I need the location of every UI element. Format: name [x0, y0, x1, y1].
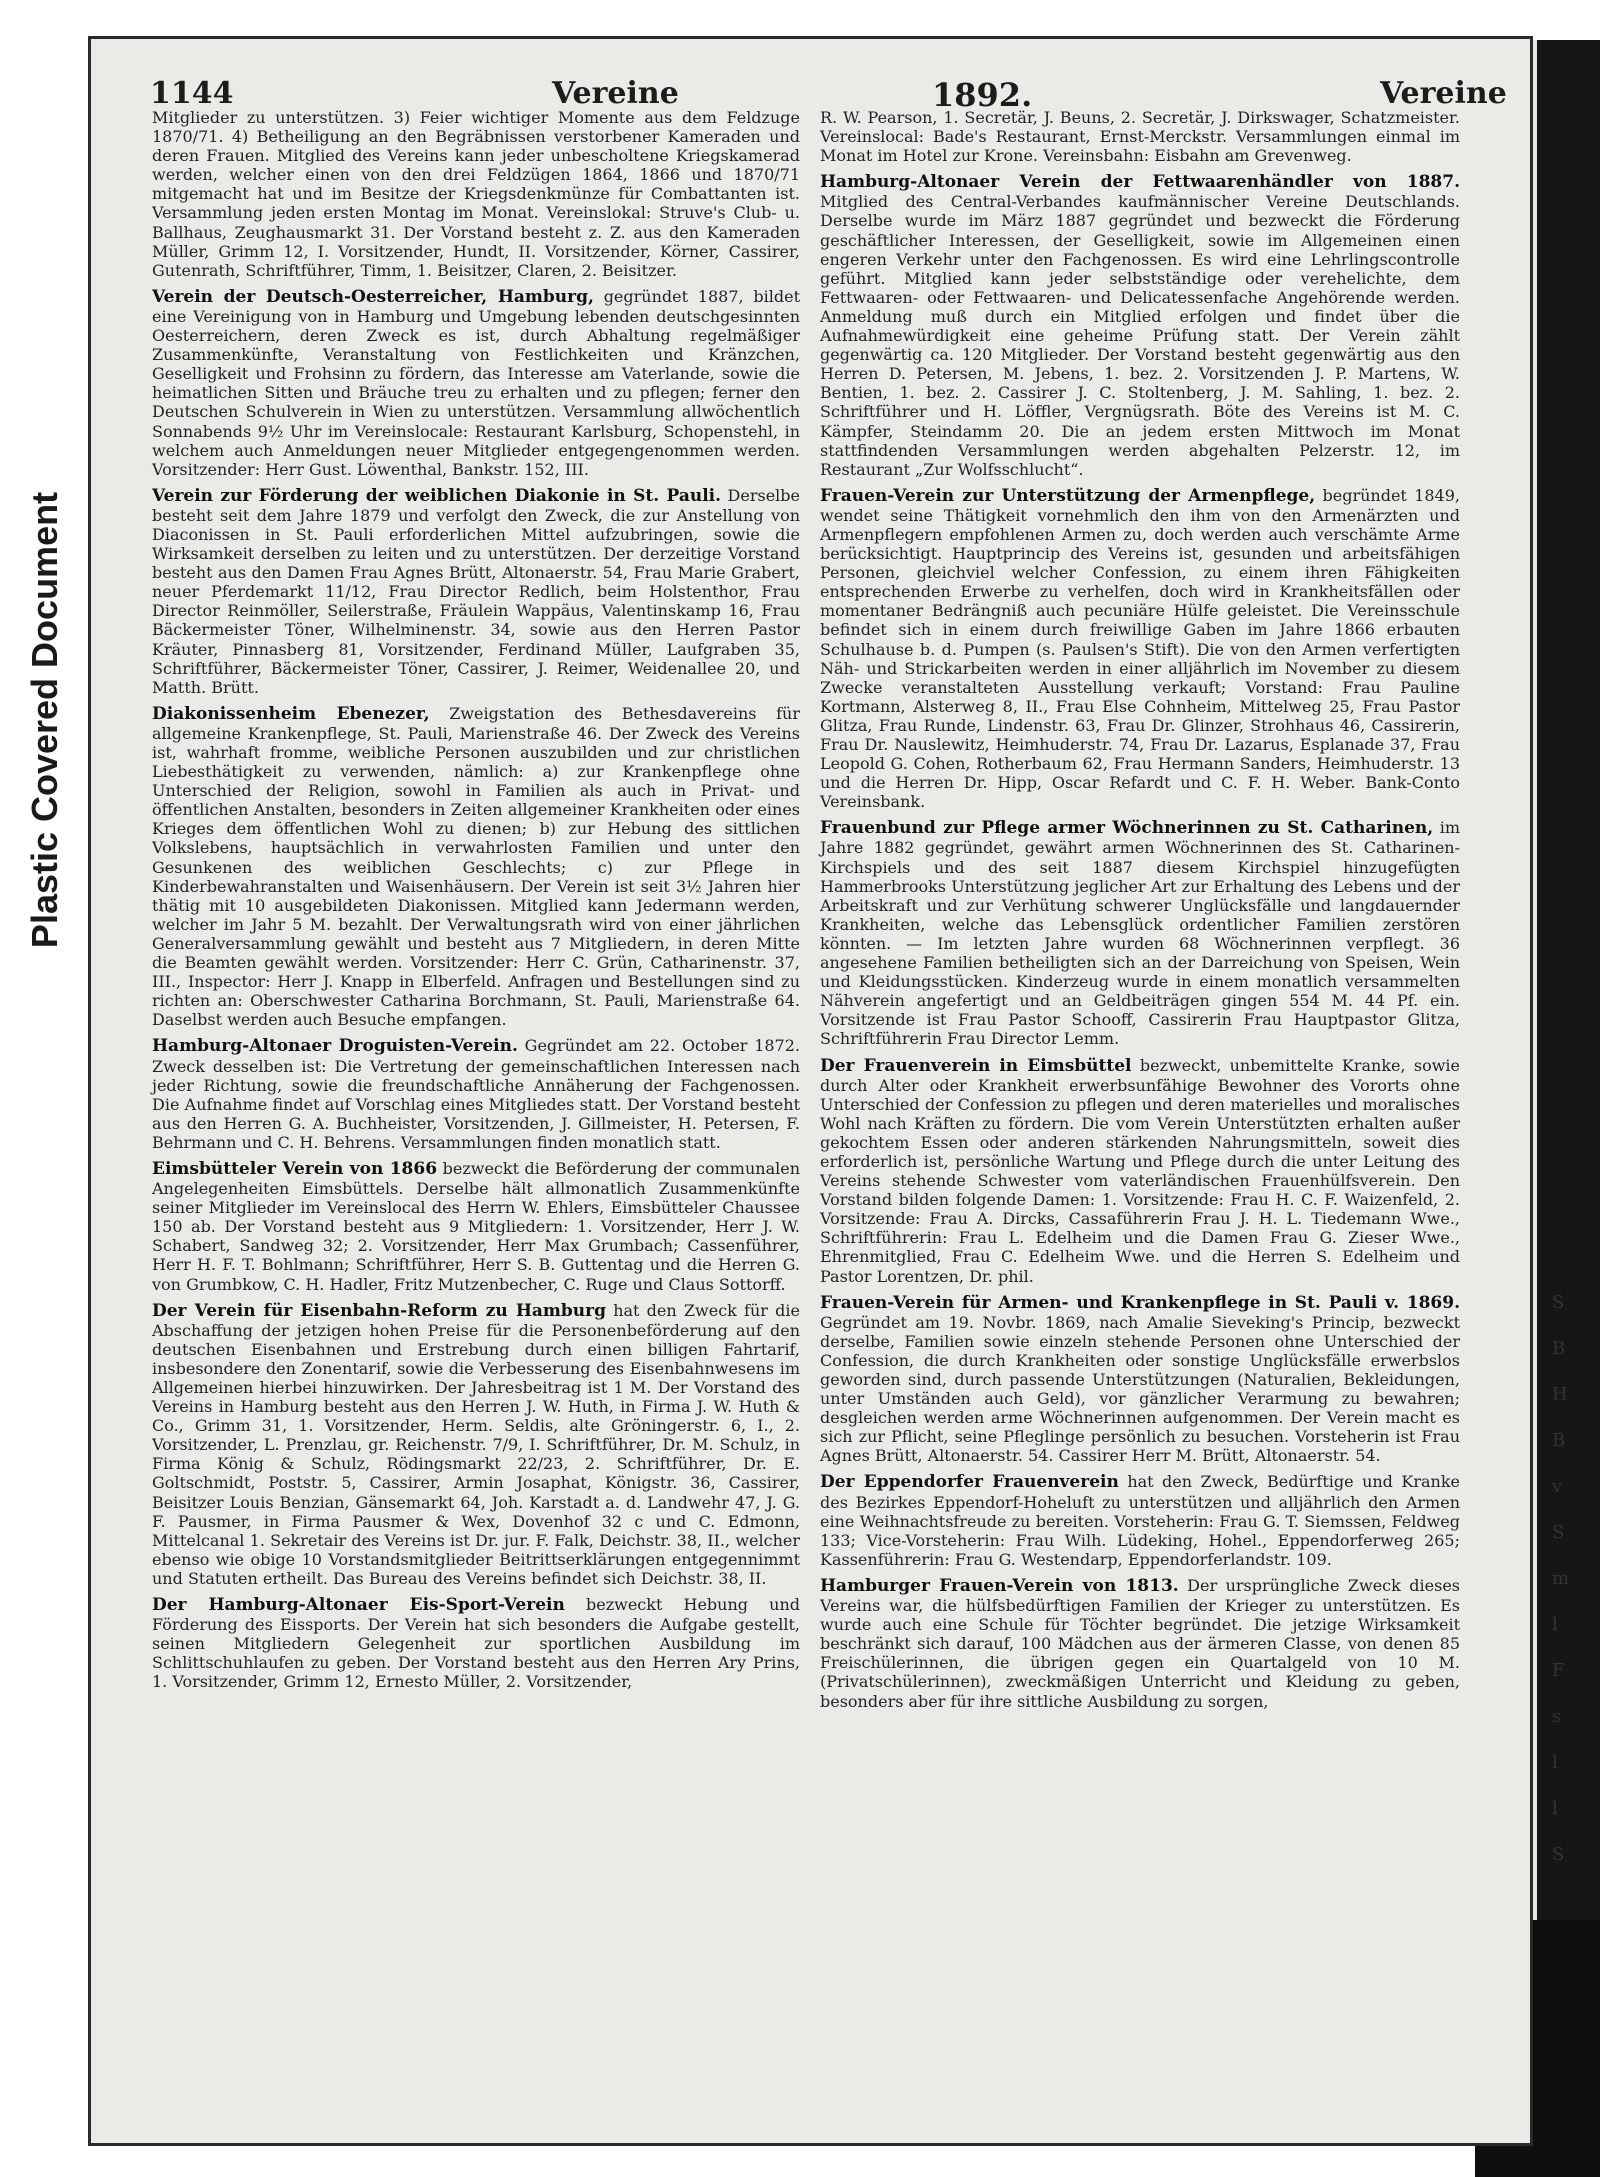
entry-title: Frauen-Verein zur Unterstützung der Armenpflege, — [820, 485, 1316, 506]
entry — [820, 818, 1460, 1048]
entry — [152, 1595, 800, 1691]
left-header-title: Vereine — [552, 76, 679, 111]
header-year: 1892. — [932, 76, 1033, 114]
entry-title: Der Hamburg-Altonaer Eis-Sport-Verein — [152, 1595, 565, 1616]
margin-letter: l — [1552, 1614, 1558, 1635]
entry — [820, 1576, 1460, 1711]
right-column — [820, 108, 1460, 1718]
entry-text: bezweckt Hebung und Förderung des Eissports. Der Verein hat sich besonders die Aufgabe gestellt, seinen Mitgliedern Gelegenheit zur sportlichen Ausbildung im Schlittschuhlaufen zu geben. Der Vorstand besteht aus den Herren Ary Prins, 1. Vorsitzender, Grimm 12, Ernesto Müller, 2. Vorsitzender, — [152, 1595, 800, 1692]
entry-title: Frauenbund zur Pflege armer Wöchnerinnen zu St. Catharinen, — [820, 818, 1434, 839]
margin-letter: B — [1552, 1338, 1566, 1359]
entry-title: Frauen-Verein für Armen- und Krankenpflege in St. Pauli v. 1869. — [820, 1292, 1460, 1313]
entry-text: Zweigstation des Bethesdavereins für allgemeine Krankenpflege, St. Pauli, Marienstraße 46. Der Zweck des Vereins ist, wahrhaft fromme, weibliche Personen auszubilden und zur christlichen Liebesthätigkeit zu verwenden, nämlich: a) zur Krankenpflege ohne Unterschied der Religion, sowohl in Familien als auch in Privat- und öffentlichen Anstalten, besonders in Zeiten allgemeiner Krankheiten oder eines Krieges dem öffentlichen Wohl zu dienen; b) zur Hebung des sittlichen Volkslebens, hauptsächlich in verwahrlosten Familien und unter den Gesunkenen des weiblichen Geschlechts; c) zur Pflege in Kinderbewahranstalten und Waisenhäusern. Der Verein ist seit 3½ Jahren hier thätig mit 10 ausgebildeten Diakonissen. Mitglied kann Jedermann werden, welcher im Jahr 5 M. bezahlt. Der Verwaltungsrath wird von einer jährlichen Generalversammlung gewählt und besteht aus 7 Mitgliedern, in deren Mitte die Beamten gewählt werden. Vorsitzender: Herr C. Grün, Catharinenstr. 37, III., Inspector: Herr J. Knapp in Elberfeld. Anfragen und Bestellungen sind zu richten an: Oberschwester Catharina Borchmann, St. Pauli, Marienstraße 64. Daselbst werden auch Besuche empfangen. — [152, 703, 801, 1030]
entry — [820, 172, 1460, 479]
entry-text: bezweckt, unbemittelte Kranke, sowie durch Alter oder Krankheit erwerbsunfähige Bewohner des Vororts ohne Unterschied der Confession zu pflegen und deren materielles und moralisches Wohl nach Kräften zu fördern. Die vom Verein Unterstützten erhalten außer gekochtem Essen oder anderen stärkenden Nahrungsmitteln, soweit dies erforderlich ist, persönliche Wartung und Pflege durch die unter Leitung des Vereins stehende Schwester vom vaterländischen Frauenhülfsverein. Den Vorstand bilden folgende Damen: 1. Vorsitzende: Frau H. C. F. Waizenfeld, 2. Vorsitzende: Frau A. Dircks, Cassaführerin Frau J. H. L. Tiedemann Wwe., Schriftführerin: Frau L. Edelheim und die Damen Frau G. Zieser Wwe., Ehrenmitglied, Frau C. Edelheim Wwe. und die Herren S. Edelheim und Pastor Lorentzen, Dr. phil. — [820, 1055, 1460, 1286]
entry-title: Hamburger Frauen-Verein von 1813. — [820, 1575, 1179, 1596]
margin-letter: S — [1552, 1522, 1565, 1543]
entry — [152, 287, 800, 479]
entry-title: Diakonissenheim Ebenezer, — [152, 703, 430, 724]
entry-title: Verein der Deutsch-Oesterreicher, Hamburg, — [152, 286, 594, 307]
entry-title: Verein zur Förderung der weiblichen Diakonie in St. Pauli. — [152, 485, 722, 506]
entry-text: Mitglied des Central-Verbandes kaufmännischer Vereine Deutschlands. Derselbe wurde im März 1887 gegründet und bezweckt die Förderung geschäftlicher Interessen, der Geselligkeit, sowie im Allgemeinen einen engeren Verkehr unter den Fachgenossen. Es wird eine Lehrlingscontrolle geführt. Mitglied kann jeder selbstständige oder verehelichte, dem Fettwaaren- oder Fettwaaren- und Delicatessenfache Angehörende werden. Anmeldung muß durch ein Mitglied erfolgen und findet über die Aufnahmewürdigkeit eine geheime Prüfung statt. Der Verein zählt gegenwärtig ca. 120 Mitglieder. Der Vorstand besteht gegenwärtig aus den Herren D. Petersen, M. Jebens, 1. bez. 2. Vorsitzenden J. P. Martens, W. Bentien, 1. bez. 2. Cassirer J. C. Stoltenberg, J. M. Sahling, 1. bez. 2. Schriftführer und H. Löffler, Vergnügsrath. Böte des Vereins ist M. C. Kämpfer, Steindamm 20. Die an jedem ersten Mittwoch im Monat stattfindenden Versammlungen werden abgehalten Pelzerstr. 12, im Restaurant „Zur Wolfsschlucht“. — [820, 192, 1460, 479]
entry-text: hat den Zweck, Bedürftige und Kranke des Bezirkes Eppendorf-Hoheluft zu unterstützen und alljährlich den Armen eine Weihnachtsfreude zu bereiten. Vorsteherin: Frau G. T. Siemssen, Feldweg 133; Vice-Vorsteherin: Frau Wilh. Lüdeking, Hohel., Eppendorferweg 265; Kassenführerin: Frau G. Westendarp, Eppendorferlandstr. 109. — [820, 1472, 1460, 1569]
entry — [152, 1301, 800, 1588]
entry — [152, 486, 800, 697]
entry — [820, 1056, 1460, 1286]
margin-letter: S — [1552, 1292, 1565, 1313]
next-page-margin — [1552, 1280, 1582, 1878]
entry-text: Der ursprüngliche Zweck dieses Vereins war, die hülfsbedürftigen Familien der Krieger zu unterstützen. Es wurde auch eine Schule für Töchter begründet. Die jetzige Wirksamkeit beschränkt sich darauf, 100 Mädchen aus der ärmeren Classe, von denen 85 Freischülerinnen, die übrigen gegen ein Quartalgeld von 10 M. (Privatschülerinnen), zweckmäßigen Unterricht und Kleidung zu geben, besonders aber für ihre sittliche Ausbildung zu sorgen, — [820, 1575, 1460, 1711]
cover-label-strip — [0, 0, 90, 2177]
entry — [152, 1159, 800, 1294]
entry-title: Der Eppendorfer Frauenverein — [820, 1472, 1119, 1493]
entry-title: Der Verein für Eisenbahn-Reform zu Hamburg — [152, 1300, 606, 1321]
entry-text: Derselbe besteht seit dem Jahre 1879 und verfolgt den Zweck, die zur Anstellung von Diaconissen in St. Pauli erforderlichen Mittel aufzubringen, sowie die Wirksamkeit derselben zu leiten und zu unterstützen. Der derzeitige Vorstand besteht aus den Damen Frau Agnes Brütt, Altonaerstr. 54, Frau Marie Grabert, neuer Pferdemarkt 11/12, Frau Director Redlich, beim Holstenthor, Frau Director Reinmöller, Seilerstraße, Fräulein Wappäus, Valentinskamp 16, Frau Bäckermeister Töner, Wilhelminenstr. 34, sowie aus den Herren Pastor Kräuter, Pinnasberg 81, Vorsitzender, Ferdinand Müller, Laufgraben 35, Schriftführer, Bäckermeister Töner, Cassirer, J. Reimer, Weidenallee 20, und Matth. Brütt. — [152, 485, 800, 697]
entry-text: Gegründet am 19. Novbr. 1869, nach Amalie Sieveking's Princip, bezweckt derselbe, Familien sowie einzeln stehende Personen ohne Unterschied der Confession, die durch Krankheiten oder sonstige Unglücksfälle erwerbslos geworden sind, durch passende Unterstützungen (Naturalien, Bekleidungen, unter Umständen auch Geld), vor gänzlicher Verarmung zu bewahren; desgleichen werden arme Wöchnerinnen aufgenommen. Der Verein macht es sich zur Pflicht, seine Pfleglinge persönlich zu besuchen. Vorsteherin ist Frau Agnes Brütt, Altonaerstr. 54. Cassirer Herr M. Brütt, Altonaerstr. 54. — [820, 1312, 1460, 1466]
entry-text: im Jahre 1882 gegründet, gewährt armen Wöchnerinnen des St. Catharinen-Kirchspiels und des seit 1887 diesem Kirchspiel hinzugefügten Hammerbrooks Unterstützung jeglicher Art zur Erhaltung des Lebens und der Arbeitskraft und zur Verhütung schwerer Unglücksfälle und langdauernder Krankheiten, welche das Lebensglück ordentlicher Familien zerstören könnten. — Im letzten Jahre wurden 68 Wöchnerinnen verpflegt. 36 angesehene Familien betheiligten sich an der Darreichung von Speisen, Wein und Kleidungsstücken. Kinderzeug wurde in einem monatlich versammelten Nähverein angefertigt und an Geldbeiträgen gingen 554 M. 44 Pf. ein. Vorsitzende ist Frau Pastor Schooff, Cassirerin Frau Hauptpastor Glitza, Schriftführerin Frau Director Lemm. — [820, 818, 1460, 1049]
cover-label: Plastic Covered Document — [24, 491, 65, 949]
entry-title: Der Frauenverein in Eimsbüttel — [820, 1055, 1132, 1076]
margin-letter: H — [1552, 1384, 1568, 1405]
margin-letter: l — [1552, 1752, 1558, 1773]
margin-letter: F — [1552, 1660, 1565, 1681]
entry-text: Gegründet am 22. October 1872. Zweck desselben ist: Die Vertretung der gemeinschaftlichen Interessen nach jeder Richtung, sowie die freundschaftliche Annäherung der Fachgenossen. Die Aufnahme findet auf Vorschlag eines Mitgliedes statt. Der Vorstand besteht aus den Herren G. A. Buchheister, Vorsitzenden, J. Gillmeister, H. Petersen, F. Behrmann und C. H. Behrens. Versammlungen finden monatlich statt. — [152, 1036, 800, 1152]
right-header-title: Vereine — [1380, 76, 1507, 111]
margin-letter: v — [1552, 1476, 1563, 1497]
entry-text: gegründet 1887, bildet eine Vereinigung von in Hamburg und Umgebung lebenden deutschgesinnten Oesterreichern, deren Zweck es ist, durch Abhaltung regelmäßiger Zusammenkünfte, Veranstaltung von Festlichkeiten und Kränzchen, Geselligkeit und Frohsinn zu fördern, das Interesse am Vaterlande, sowie die heimatlichen Sitten und Bräuche treu zu erhalten und zu pflegen; ferner den Deutschen Schulverein in Wien zu unterstützen. Versammlung allwöchentlich Sonnabends 9½ Uhr im Vereinslocale: Restaurant Karlsburg, Schopenstehl, in welchem auch Anmeldungen neuer Mitglieder entgegengenommen werden. Vorsitzender: Herr Gust. Löwenthal, Bankstr. 152, III. — [152, 286, 800, 479]
margin-letter: S — [1552, 1844, 1565, 1865]
left-column — [152, 108, 800, 1699]
entry — [152, 108, 800, 280]
margin-letter: l — [1552, 1798, 1558, 1819]
entry-text: bezweckt die Beförderung der communalen Angelegenheiten Eimsbüttels. Derselbe hält allmonatlich Zusammenkünfte seiner Mitglieder im Vereinslocal des Herrn W. Ehlers, Eimsbütteler Chaussee 150 ab. Der Vorstand besteht aus 9 Mitgliedern: 1. Vorsitzender, Herr J. W. Schabert, Sandweg 32; 2. Vorsitzender, Herr Max Grumbach; Cassenführer, Herr H. F. T. Bohlmann; Schriftführer, Herr S. B. Guttentag und die Herren G. von Grumbkow, C. H. Hadler, Fritz Mutzenbecher, C. Ruge und Claus Sottorff. — [152, 1158, 800, 1294]
entry — [820, 486, 1460, 812]
entry — [820, 108, 1460, 165]
entry-text: hat den Zweck für die Abschaffung der jetzigen hohen Preise für die Personenbeförderung auf den deutschen Eisenbahnen und Erstrebung durch einen billigen Fahrtarif, insbesondere den Zonentarif, sowie die Verbesserung des Eisenbahnwesens im Allgemeinen hierbei hinzuwirken. Der Jahresbeitrag ist 1 M. Der Vorstand des Vereins in Hamburg besteht aus den Herren J. W. Huth, in Firma J. W. Huth & Co., Grimm 31, 1. Vorsitzender, Herm. Seldis, alte Gröningerstr. 6, I., 2. Vorsitzender, L. Prenzlau, gr. Reichenstr. 7/9, I. Schriftführer, Dr. M. Schulz, in Firma König & Schulz, Rödingsmarkt 22/23, 2. Schriftführer, Dr. E. Goltschmidt, Poststr. 5, Cassirer, Armin Josaphat, Königstr. 36, Cassirer, Beisitzer Louis Benzian, Gänsemarkt 64, Joh. Karstadt a. d. Landwehr 47, J. G. F. Pausmer, in Firma Pausmer & Wex, Dovenhof 32 c und C. Edmonn, Mittelcanal 1. Sekretair des Vereins ist Dr. jur. F. Falk, Deichstr. 38, II., welcher ebenso wie obige 10 Vorstandsmitglieder Beitrittserklärungen entgegennimmt und Statuten ertheilt. Das Bureau des Vereins befindet sich Deichstr. 38, II. — [152, 1300, 800, 1588]
entry — [820, 1293, 1460, 1466]
margin-letter: m — [1552, 1568, 1570, 1589]
page-number: 1144 — [150, 76, 234, 111]
entry-text: Mitglieder zu unterstützen. 3) Feier wichtiger Momente aus dem Feldzuge 1870/71. 4) Betheiligung an den Begräbnissen verstorbener Kameraden und deren Frauen. Mitglied des Vereins kann jeder unbescholtene Kriegskamerad werden, welcher einen von den drei Feldzügen 1864, 1866 und 1870/71 mitgemacht hat und im Besitze der Kriegsdenkmünze für Combattanten ist. Versammlung jeden ersten Montag im Monat. Vereinslokal: Struve's Club- u. Ballhaus, Zeughausmarkt 31. Der Vorstand besteht z. Z. aus den Kameraden Müller, Grimm 12, I. Vorsitzender, Hundt, II. Vorsitzender, Körner, Cassirer, Gutenrath, Schriftführer, Timm, 1. Beisitzer, Claren, 2. Beisitzer. — [152, 108, 800, 280]
margin-letter: B — [1552, 1430, 1566, 1451]
entry-text: begründet 1849, wendet seine Thätigkeit vornehmlich den ihm von den Armenärzten und Armenpflegern empfohlenen Armen zu, doch werden auch verschämte Arme berücksichtigt. Hauptprincip des Vereins ist, gesunden und arbeitsfähigen Personen, gleichviel welcher Confession, zu einem ihren Fähigkeiten entsprechenden Erwerbe zu verhelfen, doch wird in Krankheitsfällen oder momentaner Bedrängniß auch pecuniäre Hülfe geleistet. Die Vereinsschule befindet sich in einem durch freiwillige Gaben im Jahre 1866 erbauten Schulhause b. d. Pumpen (s. Paulsen's Stift). Die von den Armen verfertigten Näh- und Strickarbeiten werden in einer alljährlich im November zu diesem Zwecke veranstalteten Ausstellung verkauft; Vorstand: Frau Pauline Kortmann, Alsterweg 8, II., Frau Else Cohnheim, Mittelweg 25, Frau Pastor Glitza, Frau Runde, Lindenstr. 63, Frau Dr. Glinzer, Strohhaus 46, Cassirerin, Frau Dr. Nauslewitz, Heimhuderstr. 74, Frau Dr. Lazarus, Esplanade 37, Frau Leopold G. Cohen, Rotherbaum 62, Frau Hermann Sanders, Heimhuderstr. 13 und die Herren Dr. Hipp, Oscar Refardt und C. F. H. Weber. Bank-Conto Vereinsbank. — [820, 485, 1460, 812]
margin-letter: s — [1552, 1706, 1562, 1727]
entry-text: R. W. Pearson, 1. Secretär, J. Beuns, 2. Secretär, J. Dirkswager, Schatzmeister. Vereinslocal: Bade's Restaurant, Ernst-Merckstr. Versammlungen einmal im Monat im Hotel zur Krone. Vereinsbahn: Eisbahn am Grevenweg. — [820, 108, 1460, 166]
entry — [152, 704, 800, 1030]
entry — [152, 1036, 800, 1152]
entry-title: Eimsbütteler Verein von 1866 — [152, 1158, 438, 1179]
entry — [820, 1472, 1460, 1568]
entry-title: Hamburg-Altonaer Verein der Fettwaarenhändler von 1887. — [820, 172, 1460, 193]
entry-title: Hamburg-Altonaer Droguisten-Verein. — [152, 1036, 518, 1057]
